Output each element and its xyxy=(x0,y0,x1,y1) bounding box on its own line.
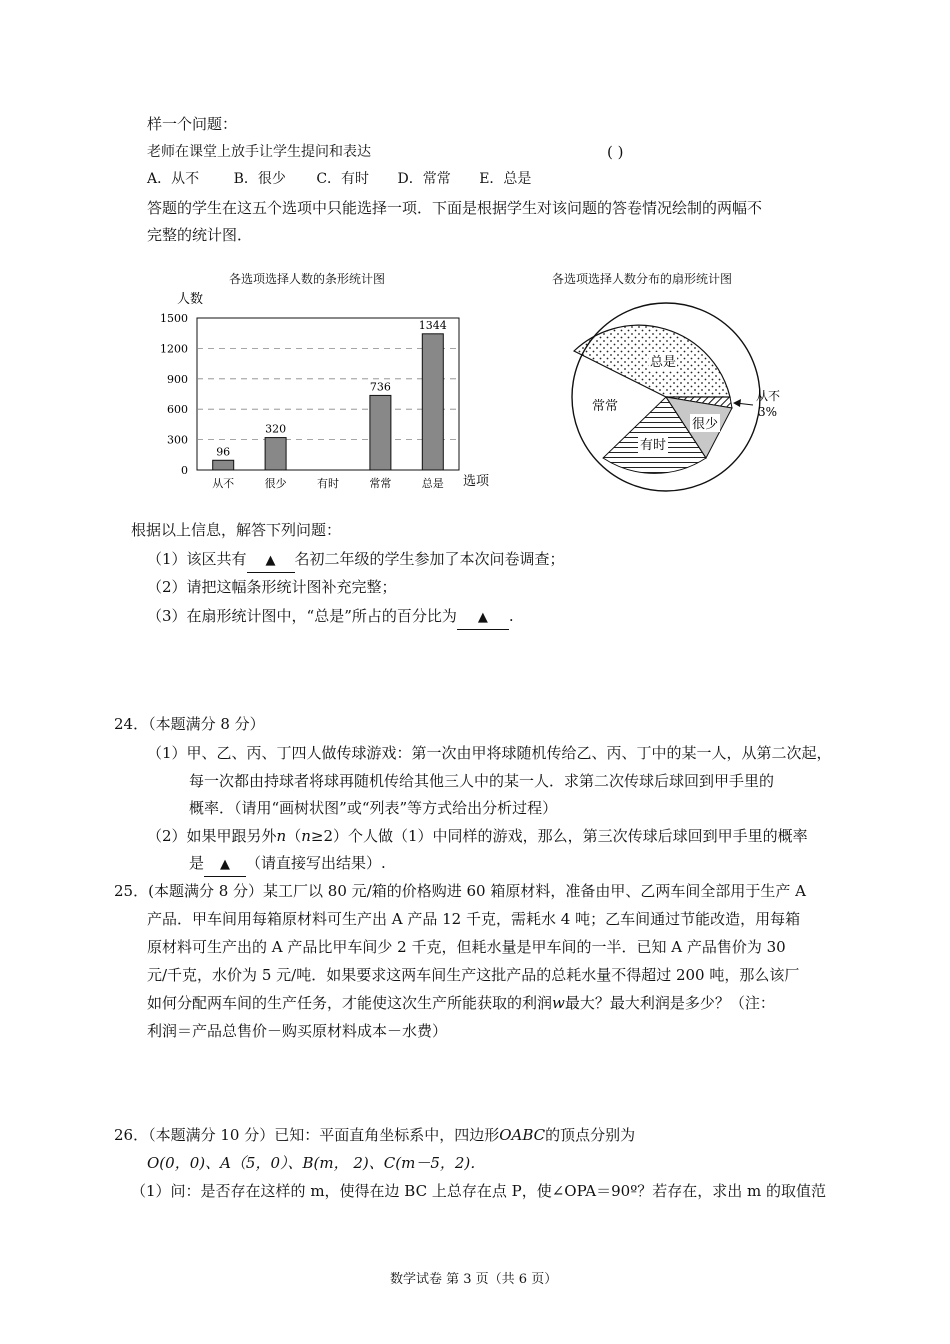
q24-line-3: 概率．（请用“画树状图”或“列表”等方式给出分析过程） xyxy=(189,799,558,817)
q23-part1-text-b: 名初二年级的学生参加了本次问卷调查； xyxy=(294,550,565,568)
q23-part3-text-a: （3）在扇形统计图中，“总是”所占的百分比为 xyxy=(147,607,457,625)
bar-y-tick-label: 900 xyxy=(167,372,188,386)
bar-value-label: 736 xyxy=(369,380,391,394)
bar-3 xyxy=(370,395,391,470)
var-w: w xyxy=(552,994,565,1012)
q24-heading: 24．（本题满分 8 分） xyxy=(114,715,265,733)
option-d: D．常常 xyxy=(397,171,451,187)
bar-1 xyxy=(265,438,286,470)
option-a: A．从不 xyxy=(147,171,200,187)
q24-line-4-a: （2）如果甲跟另外 xyxy=(147,827,277,845)
var-oabc: OABC xyxy=(499,1126,546,1144)
bar-x-tick-label: 从不 xyxy=(212,477,235,490)
bar-x-tick-label: 总是 xyxy=(421,477,444,490)
answer-blank-1: ▲ xyxy=(247,550,295,573)
bar-value-label: 96 xyxy=(216,445,231,459)
survey-question: 老师在课堂上放手让学生提问和表达 xyxy=(147,144,371,160)
q24-line-4 xyxy=(147,825,808,847)
bar-x-tick-label: 常常 xyxy=(369,477,392,490)
q24-line-5 xyxy=(189,852,386,877)
q24-line-2: 每一次都由持球者将球再随机传给其他三人中的某一人．求第二次传球后球回到甲手里的 xyxy=(189,772,775,790)
option-c: C．有时 xyxy=(316,171,370,187)
q23-part1 xyxy=(147,548,565,573)
bar-x-tick-label: 有时 xyxy=(317,477,339,490)
bar-0 xyxy=(213,460,234,470)
pie-annotation-label: 从不 xyxy=(756,389,781,403)
q23-lead: 根据以上信息，解答下列问题： xyxy=(131,521,342,539)
answer-blank-3: ▲ xyxy=(204,854,246,877)
q25-line-2: 产品．甲车间用每箱原材料可生产出 A 产品 12 千克，需耗水 4 吨；乙车间通过节能改造，用每箱 xyxy=(147,910,801,928)
answer-blank-2: ▲ xyxy=(457,607,509,630)
bar-value-label: 320 xyxy=(265,422,287,436)
q26-line-1-b: 的顶点分别为 xyxy=(545,1126,636,1144)
intro-desc-2: 完整的统计图． xyxy=(147,226,253,244)
q25-line-6: 利润＝产品总售价－购买原材料成本－水费） xyxy=(147,1022,448,1040)
pie-label-henshao: 很少 xyxy=(691,417,719,432)
bar-value-label: 1344 xyxy=(418,318,447,332)
q24-line-5-b: （请直接写出结果）. xyxy=(246,854,386,872)
q23-part3 xyxy=(147,605,514,630)
q24-line-5-a: 是 xyxy=(189,854,205,872)
q23-part1-text-a: （1）该区共有 xyxy=(147,550,247,568)
pie-label-youshi: 有时 xyxy=(639,438,667,453)
var-n-2: n xyxy=(301,827,311,845)
q25-line-5-a: 如何分配两车间的生产任务，才能使这次生产所能获取的利润 xyxy=(147,994,553,1012)
page-footer: 数学试卷 第 3 页（共 6 页） xyxy=(390,1272,558,1287)
bar-x-tick-label: 很少 xyxy=(264,477,287,490)
option-b: B．很少 xyxy=(233,171,286,187)
q25-line-1: 25．(本题满分 8 分）某工厂以 80 元/箱的价格购进 60 箱原材料，准备由甲、乙两车间全部用于生产 A xyxy=(114,882,806,900)
bar-y-tick-label: 1200 xyxy=(160,342,188,356)
bar-y-tick-label: 300 xyxy=(167,433,188,447)
bar-y-tick-label: 1500 xyxy=(160,312,188,325)
q24-line-4-b: （ xyxy=(286,827,302,845)
pie-annotation-value: 3% xyxy=(758,405,778,419)
q26-line-2: O(0，0)、A（5，0）、B(m， 2)、C(m－5，2)． xyxy=(147,1154,486,1172)
bar-chart-title: 各选项选择人数的条形统计图 xyxy=(229,272,386,286)
bar-chart xyxy=(160,285,500,495)
option-list xyxy=(147,168,531,190)
bar-plot-frame xyxy=(197,318,459,470)
intro-desc-1: 答题的学生在这五个选项中只能选择一项．下面是根据学生对该问题的答卷情况绘制的两幅不 xyxy=(147,199,763,217)
bar-y-tick-label: 0 xyxy=(181,464,188,477)
q23-part3-text-b: . xyxy=(508,607,514,625)
pie-label-changchang: 常常 xyxy=(591,399,619,414)
q23-part2: （2）请把这幅条形统计图补充完整； xyxy=(147,578,397,596)
pie-chart xyxy=(560,290,820,490)
pie-chart-title: 各选项选择人数分布的扇形统计图 xyxy=(552,272,733,286)
q26-line-1 xyxy=(114,1124,635,1146)
q24-line-4-c: ≥2）个人做（1）中同样的游戏，那么，第三次传球后球回到甲手里的概率 xyxy=(310,827,808,845)
bar-x-axis-label: 选项 xyxy=(463,474,490,489)
option-e: E．总是 xyxy=(479,171,532,187)
q25-line-5 xyxy=(147,992,775,1014)
bar-y-tick-label: 600 xyxy=(167,403,188,417)
q25-line-3: 原材料可生产出的 A 产品比甲车间少 2 千克，但耗水量是甲车间的一半．已知 A 产品售价为 30 xyxy=(147,938,786,956)
q26-line-3: （1）问：是否存在这样的 m，使得在边 BC 上总存在点 P，使∠OPA＝90º？若存在，求出 m 的取值范 xyxy=(131,1182,827,1200)
bar-4 xyxy=(422,334,443,470)
q26-line-1-a: 26．（本题满分 10 分）已知：平面直角坐标系中，四边形 xyxy=(114,1126,500,1144)
pie-label-zongshi: 总是 xyxy=(649,355,677,370)
q25-line-5-b: 最大？最大利润是多少？（注： xyxy=(564,994,775,1012)
q24-line-1: （1）甲、乙、丙、丁四人做传球游戏：第一次由甲将球随机传给乙、丙、丁中的某一人，从第二次起， xyxy=(147,744,832,762)
var-n: n xyxy=(276,827,287,845)
intro-line: 样一个问题： xyxy=(147,115,238,133)
q25-line-4: 元/千克，水价为 5 元/吨．如果要求这两车间生产这批产品的总耗水量不得超过 200 吨，那么该厂 xyxy=(147,966,800,984)
bar-y-axis-label: 人数 xyxy=(177,292,204,307)
answer-paren: ( ) xyxy=(607,143,624,161)
pie-pointer-head xyxy=(733,399,741,407)
